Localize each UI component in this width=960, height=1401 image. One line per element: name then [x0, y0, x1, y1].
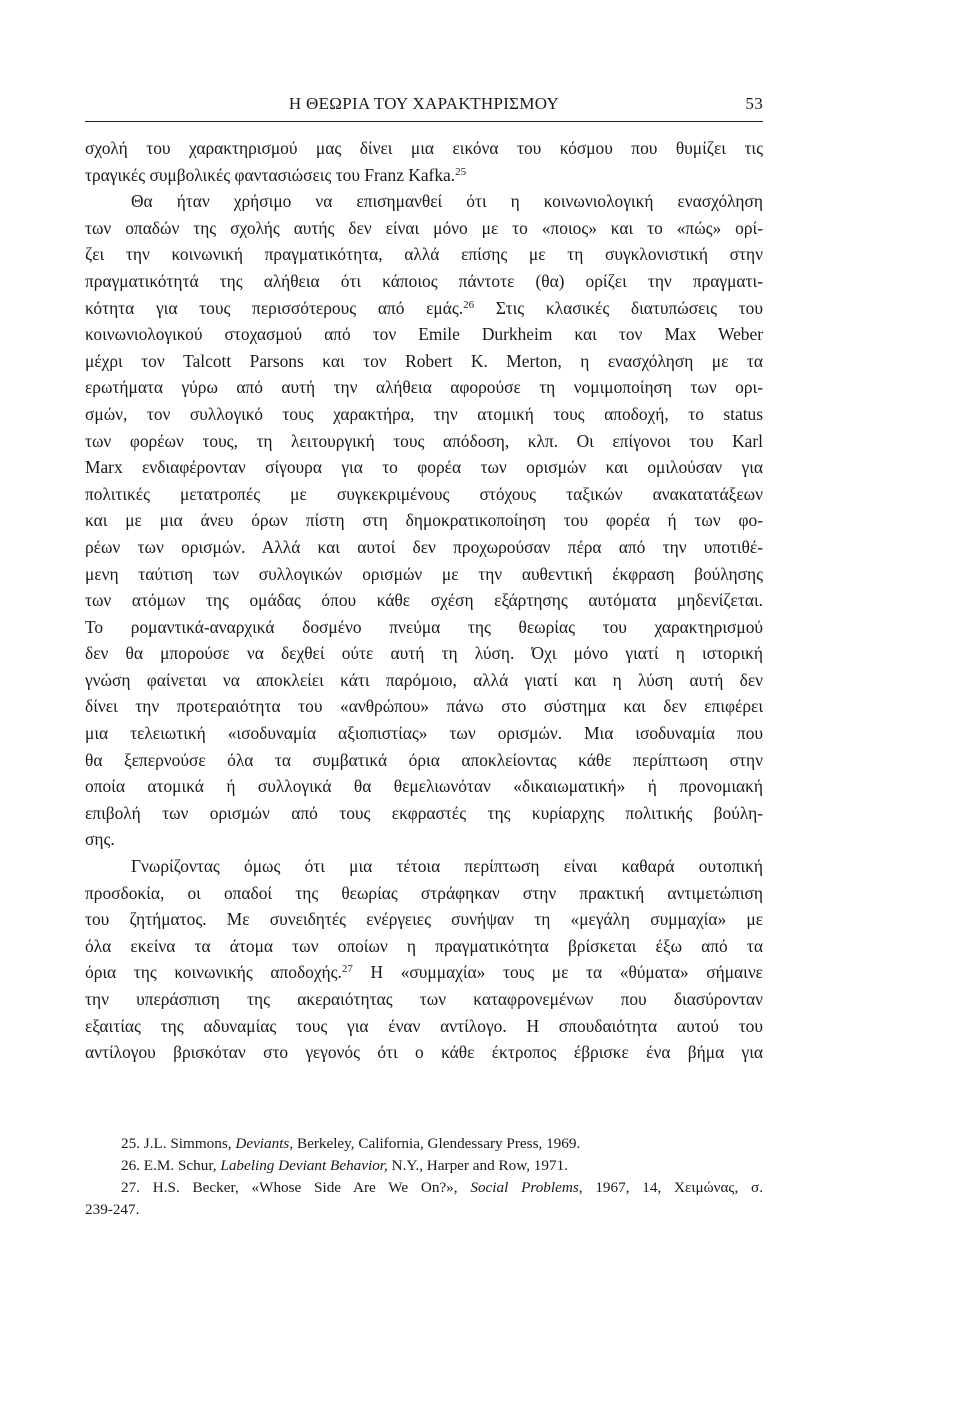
text-line: Το ρομαντικά-αναρχικά δοσμένο πνεύμα της θεωρίας του χαρακτηρισμού	[85, 616, 763, 637]
text-line: κοινωνιολογικού στοχασμού από τον Emile Durkheim και τον Max Weber	[85, 324, 763, 345]
text-line: σμών, τον συλλογικό τους χαρακτήρα, την ατομική τους αποδοχή, το status	[85, 403, 763, 424]
footnote-27-continuation: 239-247.	[85, 1201, 140, 1218]
footnote-26: 26. E.M. Schur, Labeling Deviant Behavior, N.Y., Harper and Row, 1971.	[121, 1157, 568, 1174]
footnote-ref: 25	[455, 165, 467, 178]
text-line: πολιτικές μετατροπές με συγκεκριμένους στόχους ταξικών ανακατατάξεων	[85, 483, 763, 504]
text-line: σης.	[85, 829, 115, 850]
text-line: όλα εκείνα τα άτομα των οποίων η πραγματικότητα βρίσκεται έξω από τα	[85, 935, 763, 956]
paragraph-start: Γνωρίζοντας όμως ότι μια τέτοια περίπτωση είναι καθαρά ουτοπική	[131, 856, 763, 877]
footnote-ref: 26	[463, 298, 475, 311]
text-line: του ζητήματος. Με συνειδητές ενέργειες συνήψαν τη «μεγάλη συμμαχία» με	[85, 909, 763, 930]
text-line: Marx ενδιαφέρονταν σίγουρα για το φορέα των ορισμών και ομιλούσαν για	[85, 457, 763, 478]
text-line: πραγματικότητά της αλήθεια ότι κάποιος πάντοτε (θα) ορίζει την πραγματι-	[85, 270, 763, 291]
text-line: μενη ταύτιση των συλλογικών ορισμών με την αυθεντική έκφραση βούλησης	[85, 563, 763, 584]
paragraph-start: Θα ήταν χρήσιμο να επισημανθεί ότι η κοινωνιολογική ενασχόληση	[131, 191, 763, 212]
text-line: αντίλογου βρισκόταν στο γεγονός ότι ο κάθε έκτροπος έβρισκε ένα βήμα για	[85, 1042, 763, 1063]
text-line: σχολή του χαρακτηρισμού μας δίνει μια εικόνα του κόσμου που θυμίζει τις	[85, 138, 763, 158]
body-text	[85, 135, 763, 1066]
text-line: δίνει την προτεραιότητα του «ανθρώπου» πάνω στο σύστημα και δεν επιφέρει	[85, 696, 763, 717]
text-line: όρια της κοινωνικής αποδοχής.$^{27}$ Η «συμμαχία» τους με τα «θύματα» σήμαινε	[85, 962, 763, 983]
text-line: εξαιτίας της αδυναμίας τους για έναν αντίλογο. Η σπουδαιότητα αυτού του	[85, 1015, 763, 1036]
header-rule	[85, 121, 763, 122]
text-line: τραγικές συμβολικές φαντασιώσεις του Franz Kafka.$^{25}$	[85, 164, 467, 185]
text-line: ερωτήματα γύρω από αυτή την αλήθεια αφορούσε τη νομιμοποίηση των ορι-	[85, 377, 763, 398]
text-line: ρέων των ορισμών. Αλλά και αυτοί δεν προχωρούσαν πέρα από την υποτιθέ-	[85, 536, 763, 557]
text-line: και με μια άνευ όρων πίστη στη δημοκρατικοποίηση του φορέα ή των φο-	[85, 510, 763, 531]
text-line: μια τελειωτική «ισοδυναμία αξιοπιστίας» των ορισμών. Μια ισοδυναμία που	[85, 723, 763, 744]
text-line: γνώση φαίνεται να αποκλείει κάτι παρόμοιο, αλλά γιατί και η λύση αυτή δεν	[85, 669, 763, 690]
text-line: δεν θα μπορούσε να δεχθεί ούτε αυτή τη λύση. Όχι μόνο γιατί η ιστορική	[85, 643, 763, 664]
text-line: οποία ατομικά ή συλλογικά θα θεμελιωνόταν «δικαιωματική» ή προνομιακή	[85, 776, 763, 797]
text-line: ζει την κοινωνική πραγματικότητα, αλλά επίσης με τη συγκλονιστική στην	[85, 244, 763, 265]
footnotes	[85, 1133, 763, 1221]
running-title: Η ΘΕΩΡΙΑ ΤΟΥ ΧΑΡΑΚΤΗΡΙΣΜΟΥ	[288, 94, 560, 113]
text-line: την υπεράσπιση της ακεραιότητας των καταφρονεμένων που διασύρονταν	[85, 989, 763, 1009]
text-line: επιβολή των ορισμών από τους εκφραστές της κυρίαρχης πολιτικής βούλη-	[85, 802, 763, 823]
text-line: προσδοκία, οι οπαδοί της θεωρίας στράφηκαν στην πρακτική αντιμετώπιση	[85, 882, 763, 903]
footnote-27: 27. H.S. Becker, «Whose Side Are We On?», Social Problems, 1967, 14, Χειμώνας, σ.	[121, 1179, 763, 1196]
text-line: μέχρι τον Talcott Parsons και τον Robert K. Merton, η ενασχόληση με τα	[85, 350, 763, 371]
text-line: των οπαδών της σχολής αυτής δεν είναι μόνο με το «ποιος» και το «πώς» ορί-	[85, 217, 763, 238]
page-number: 53	[745, 94, 763, 113]
footnote-25: 25. J.L. Simmons, Deviants, Berkeley, California, Glendessary Press, 1969.	[121, 1135, 581, 1152]
text-line: κότητα για τους περισσότερους από εμάς.$^{26}$ Στις κλασικές διατυπώσεις του	[85, 297, 763, 318]
running-header	[85, 94, 763, 122]
text-line: των ατόμων της ομάδας όπου κάθε σχέση εξάρτησης αυτόματα μηδενίζεται.	[85, 590, 763, 611]
text-line: των φορέων τους, τη λειτουργική τους απόδοση, κλπ. Οι επίγονοι του Karl	[85, 430, 763, 451]
text-line: θα ξεπερνούσε όλα τα συμβατικά όρια αποκλείοντας κάθε περίπτωση στην	[85, 749, 763, 770]
footnote-ref: 27	[341, 963, 353, 976]
